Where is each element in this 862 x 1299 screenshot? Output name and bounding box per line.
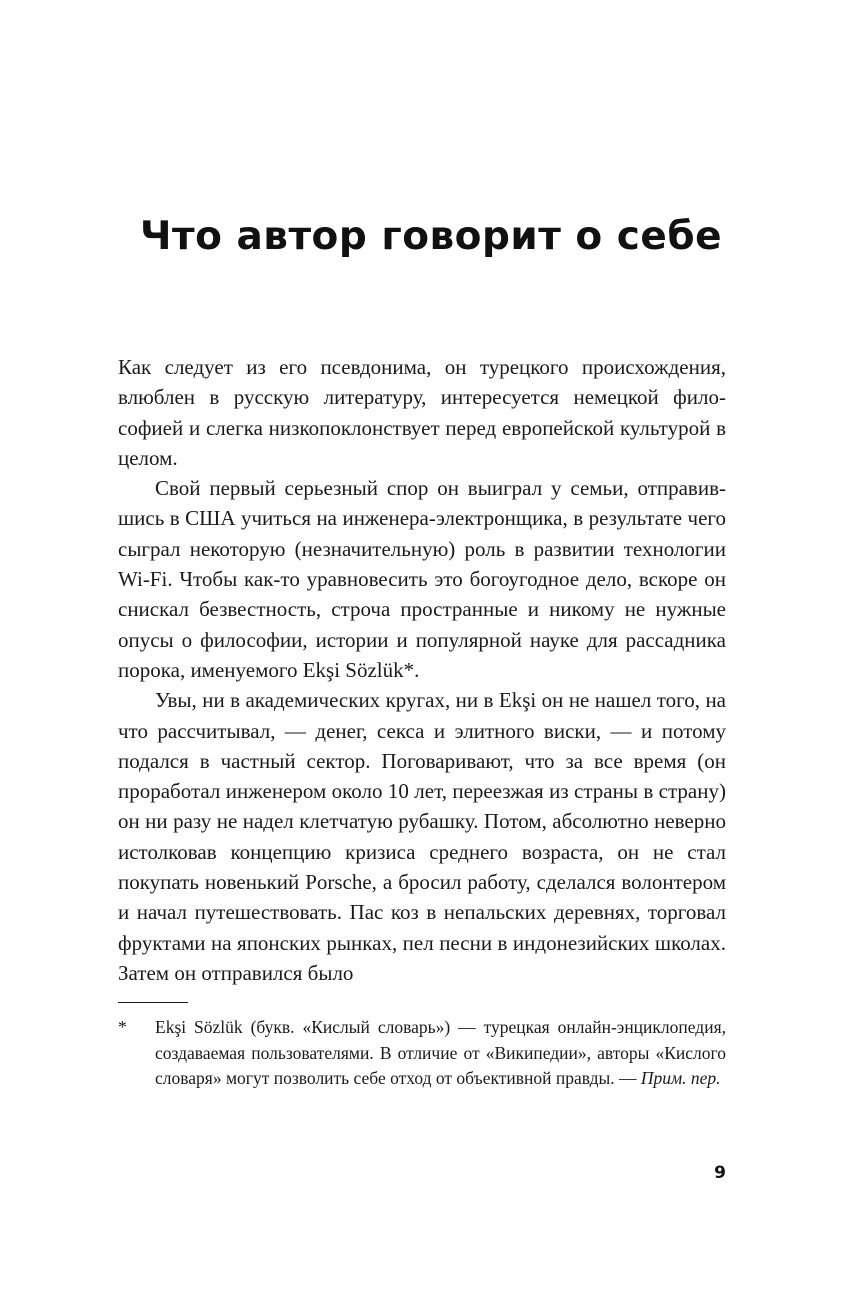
paragraph-2: Свой первый серьезный спор он выиграл у семьи, отправившись в США учиться на инженера-электронщика, в результате чего сыграл некоторую (незначительную) роль в развитии технологии Wi-Fi. Чтобы как-то уравновесить это богоугодное дело, вскоре он снискал безвестность, строча пространные и никому не нужные опусы о философии, истории и популярной науке для рассадника порока, именуемого Ekşi Sözlük*. (118, 476, 726, 682)
body-text (118, 352, 726, 988)
footnote-divider (118, 1002, 188, 1003)
footnote-marker: * (118, 1017, 127, 1037)
footnote-body (155, 1015, 726, 1092)
page-number: 9 (714, 1163, 726, 1183)
chapter-title: Что автор говорит о себе (139, 214, 723, 259)
footnote-text: Ekşi Sözlük (букв. «Кислый словарь») — турецкая онлайн-энциклопедия, создаваемая пользователями. В отличие от «Википедии», авторы «Кислого словаря» могут позволить себе отход от объективной правды. — (155, 1017, 726, 1088)
footnote (118, 1015, 726, 1092)
paragraph-3: Увы, ни в академических кругах, ни в Ekşi он не нашел того, на что рассчитывал, — денег, секса и элитного виски, — и потому подался в частный сектор. Поговаривают, что за все время (он проработал инженером около 10 лет, переезжая из страны в страну) он ни разу не надел клетчатую рубашку. Потом, абсолютно неверно истолковав концепцию кризиса среднего возраста, он не стал покупать новенький Porsche, а бросил работу, сделался волонтером и начал путешествовать. Пас коз в непальских деревнях, торговал фруктами на японских рынках, пел песни в индонезийских школах. Затем он отправился было (118, 688, 726, 985)
translator-note-tag: Прим. пер. (640, 1068, 721, 1088)
paragraph-1: Как следует из его псевдонима, он турецкого происхождения, влюблен в русскую литературу, интересуется немецкой философией и слегка низкопоклонствует перед европейской культурой в целом. (118, 355, 726, 470)
